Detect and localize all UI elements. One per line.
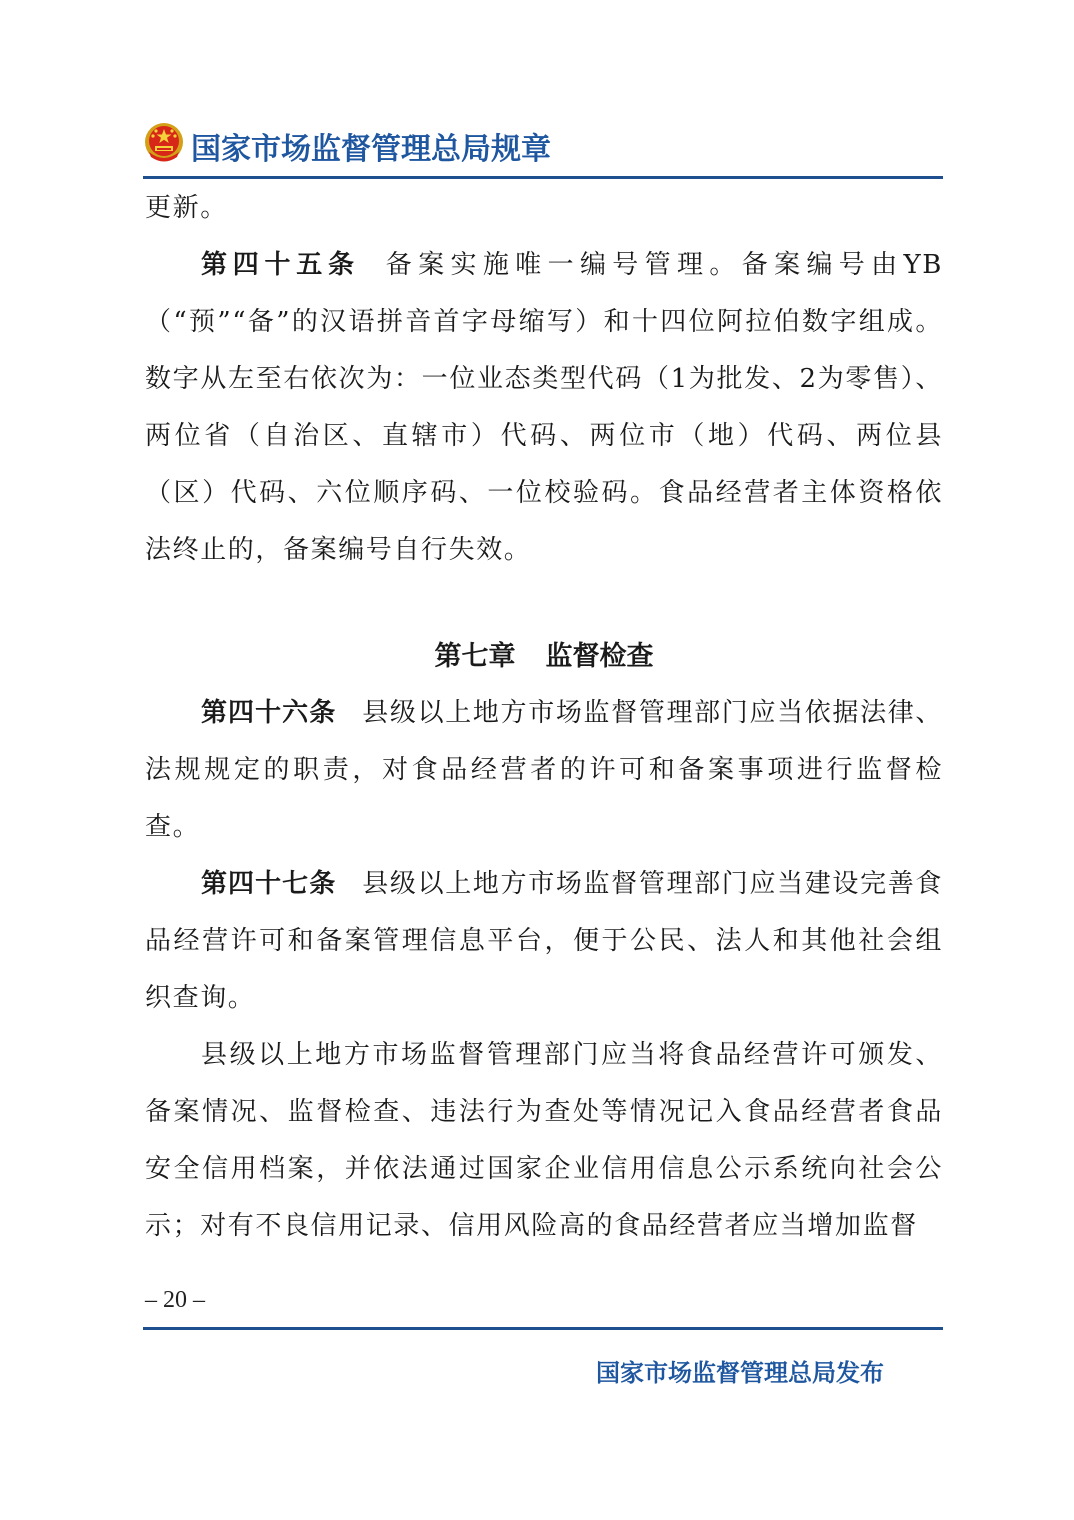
header-divider	[143, 176, 943, 179]
article-45-label: 第四十五条	[201, 250, 360, 280]
article-47	[145, 856, 943, 1027]
article-47-paragraph-2-text: 县级以上地方市场监督管理部门应当将食品经营许可颁发、备案情况、监督检查、违法行为查处等情况记入食品经营者食品安全信用档案，并依法通过国家企业信用信息公示系统向社会公示；对有不良信用记录、信用风险高的食品经营者应当增加监督	[145, 1040, 943, 1241]
article-46	[145, 685, 943, 856]
header-title: 国家市场监督管理总局规章	[191, 132, 551, 167]
chapter-heading	[145, 628, 943, 685]
article-45-text: 备案实施唯一编号管理。备案编号由YB（“预”“备”的汉语拼音首字母缩写）和十四位阿拉伯数字组成。数字从左至右依次为：一位业态类型代码（1为批发、2为零售）、两位省（自治区、直辖市）代码、两位市（地）代码、两位县（区）代码、六位顺序码、一位校验码。食品经营者主体资格依法终止的，备案编号自行失效。	[145, 250, 943, 565]
national-emblem-icon	[143, 122, 185, 164]
chapter-number: 第七章	[434, 641, 516, 672]
page-number: – 20 –	[145, 1287, 205, 1313]
footer-publisher: 国家市场监督管理总局发布	[596, 1359, 884, 1387]
article-47-text: 县级以上地方市场监督管理部门应当建设完善食品经营许可和备案管理信息平台，便于公民、法人和其他社会组织查询。	[145, 869, 943, 1013]
footer-divider	[143, 1327, 943, 1330]
page-header	[143, 118, 943, 178]
continuation-line: 更新。	[145, 193, 228, 223]
chapter-title: 监督检查	[545, 641, 654, 672]
article-46-label: 第四十六条	[201, 698, 337, 728]
article-46-text: 县级以上地方市场监督管理部门应当依据法律、法规规定的职责，对食品经营者的许可和备案事项进行监督检查。	[145, 698, 943, 842]
continuation-text	[145, 180, 943, 237]
article-45	[145, 237, 943, 579]
article-47-label: 第四十七条	[201, 869, 337, 899]
article-47-paragraph-2	[145, 1027, 943, 1255]
